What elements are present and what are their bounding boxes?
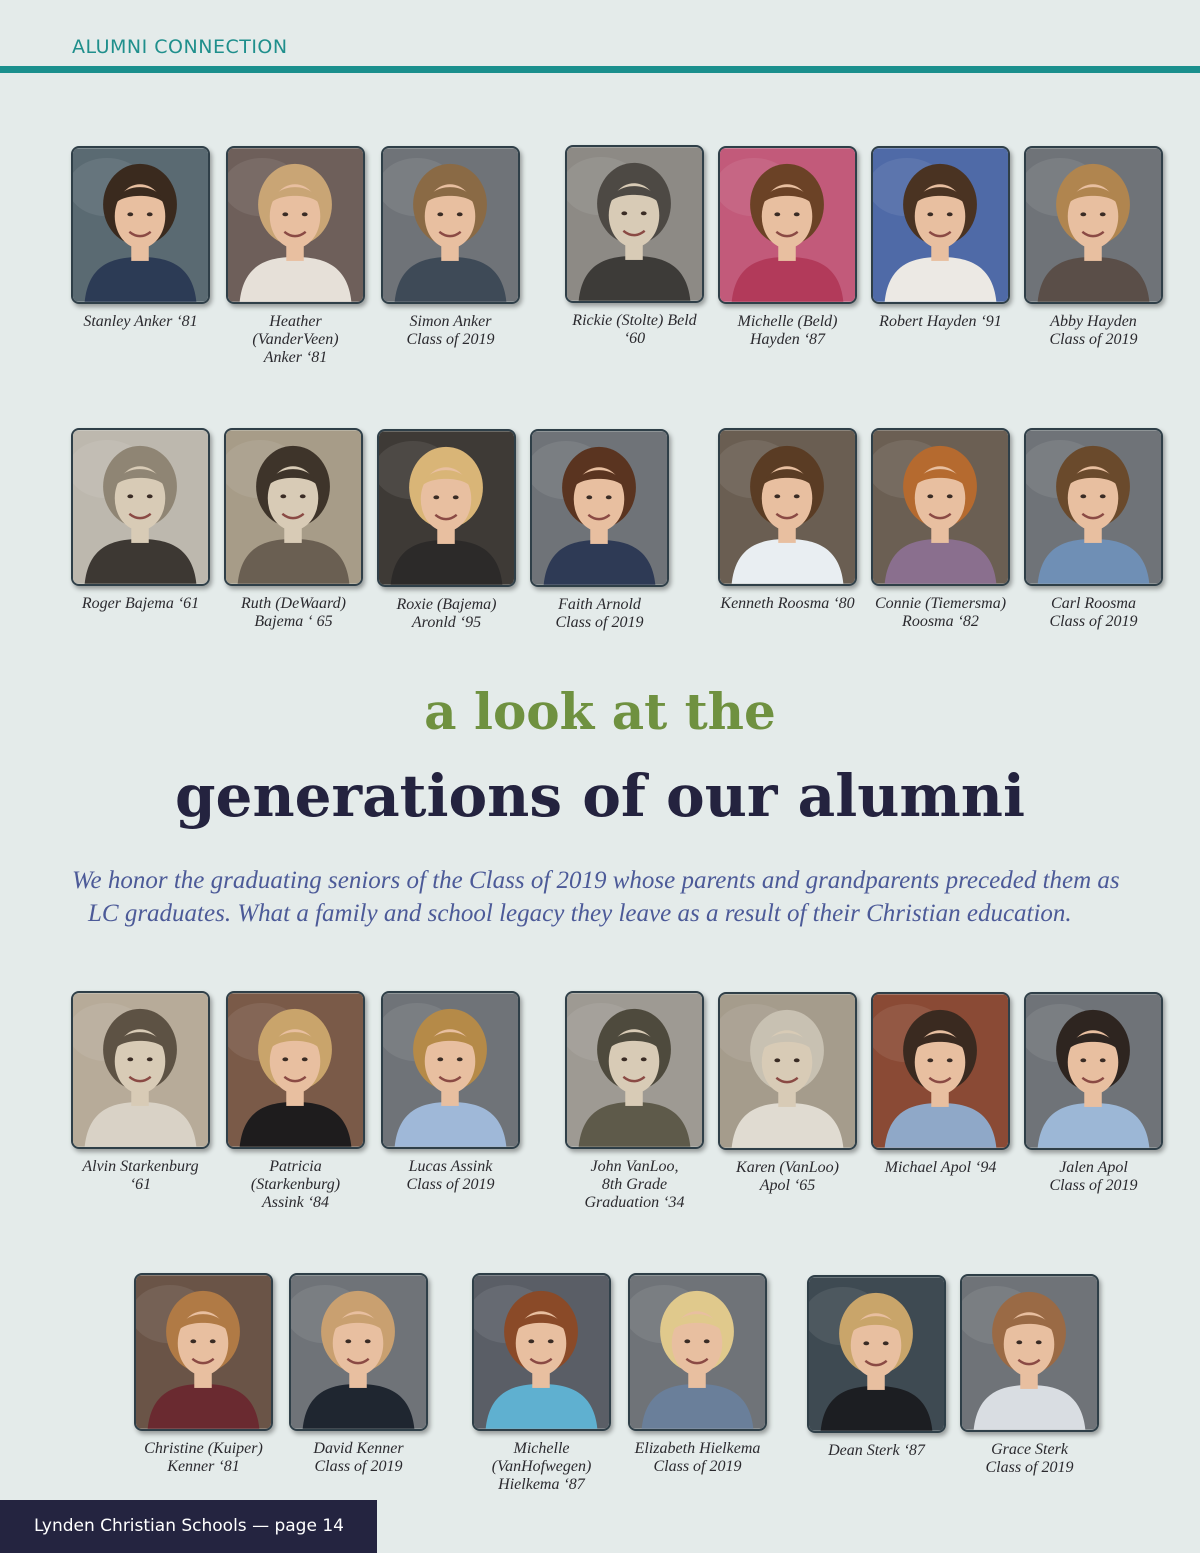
portrait-photo	[565, 991, 704, 1149]
portrait-caption: Simon Anker Class of 2019	[406, 313, 495, 348]
portrait-caption: Heather (VanderVeen) Anker ‘81	[252, 313, 339, 366]
portrait-caption: Connie (Tiemersma) Roosma ‘82	[874, 595, 1007, 630]
portrait-photo	[134, 1273, 273, 1431]
portrait-photo	[381, 146, 520, 304]
portrait-photo	[871, 146, 1010, 304]
portrait-photo	[718, 146, 857, 304]
portrait-figure	[73, 148, 208, 302]
portrait-caption: David Kenner Class of 2019	[313, 1440, 404, 1475]
portrait-photo	[71, 428, 210, 586]
portrait-figure	[383, 993, 518, 1147]
portrait-caption: Stanley Anker ‘81	[83, 313, 198, 330]
portrait-caption: Carl Roosma Class of 2019	[1049, 595, 1138, 630]
portrait-caption: Michael Apol ‘94	[884, 1159, 997, 1176]
portrait-figure	[720, 430, 855, 584]
portrait-figure	[532, 431, 667, 585]
portrait-photo	[871, 428, 1010, 586]
portrait-photo	[1024, 146, 1163, 304]
portrait-photo	[628, 1273, 767, 1431]
portrait-figure	[1026, 430, 1161, 584]
section-label: ALUMNI CONNECTION	[72, 36, 288, 58]
portrait-figure	[720, 994, 855, 1148]
portrait-caption: Jalen Apol Class of 2019	[1049, 1159, 1138, 1194]
portrait-photo	[1024, 428, 1163, 586]
portrait-caption: Karen (VanLoo) Apol ‘65	[736, 1159, 839, 1194]
portrait-caption: Michelle (Beld) Hayden ‘87	[737, 313, 838, 348]
portrait-photo	[807, 1275, 946, 1433]
portrait-figure	[226, 430, 361, 584]
headline-title: generations of our alumni	[175, 762, 1025, 830]
portrait-caption: Robert Hayden ‘91	[879, 313, 1002, 330]
portrait-figure	[630, 1275, 765, 1429]
portrait-figure	[873, 994, 1008, 1148]
portrait-figure	[73, 430, 208, 584]
portrait-figure	[228, 993, 363, 1147]
portrait-figure	[383, 148, 518, 302]
portrait-caption: Faith Arnold Class of 2019	[555, 596, 644, 631]
portrait-photo	[377, 429, 516, 587]
portrait-photo	[960, 1274, 1099, 1432]
portrait-figure	[73, 993, 208, 1147]
portrait-caption: Roger Bajema ‘61	[81, 595, 200, 612]
portrait-caption: Alvin Starkenburg ‘61	[82, 1158, 199, 1193]
portrait-photo	[226, 146, 365, 304]
portrait-photo	[1024, 992, 1163, 1150]
header-rule	[0, 66, 1200, 73]
portrait-figure	[962, 1276, 1097, 1430]
portrait-figure	[228, 148, 363, 302]
portrait-photo	[71, 146, 210, 304]
intro-line-2: LC graduates. What a family and school legacy they leave as a result of their Christian education.	[88, 900, 1072, 927]
portrait-figure	[720, 148, 855, 302]
portrait-caption: Roxie (Bajema) Aronld ‘95	[396, 596, 497, 631]
portrait-caption: Patricia (Starkenburg) Assink ‘84	[250, 1158, 341, 1211]
portrait-caption: Rickie (Stolte) Beld ‘60	[572, 312, 697, 347]
portrait-caption: Grace Sterk Class of 2019	[985, 1441, 1074, 1476]
portrait-photo	[718, 992, 857, 1150]
portrait-photo	[472, 1273, 611, 1431]
portrait-photo	[289, 1273, 428, 1431]
portrait-photo	[871, 992, 1010, 1150]
portrait-figure	[809, 1277, 944, 1431]
portrait-figure	[1026, 994, 1161, 1148]
portrait-figure	[474, 1275, 609, 1429]
portrait-caption: Abby Hayden Class of 2019	[1049, 313, 1138, 348]
portrait-photo	[71, 991, 210, 1149]
portrait-figure	[567, 147, 702, 301]
portrait-figure	[136, 1275, 271, 1429]
intro-paragraph	[72, 864, 1162, 930]
portrait-photo	[565, 145, 704, 303]
portrait-caption: Lucas Assink Class of 2019	[406, 1158, 495, 1193]
portrait-figure	[291, 1275, 426, 1429]
portrait-figure	[873, 430, 1008, 584]
portrait-figure	[1026, 148, 1161, 302]
portrait-photo	[718, 428, 857, 586]
portrait-caption: Dean Sterk ‘87	[828, 1442, 925, 1459]
headline-kicker: a look at the	[424, 682, 776, 741]
portrait-figure	[873, 148, 1008, 302]
portrait-caption: Kenneth Roosma ‘80	[720, 595, 855, 612]
portrait-caption: Ruth (DeWaard) Bajema ‘ 65	[240, 595, 347, 630]
portrait-photo	[530, 429, 669, 587]
portrait-figure	[379, 431, 514, 585]
portrait-caption: John VanLoo, 8th Grade Graduation ‘34	[584, 1158, 685, 1211]
footer-text: Lynden Christian Schools — page 14	[34, 1516, 344, 1536]
portrait-caption: Christine (Kuiper) Kenner ‘81	[144, 1440, 263, 1475]
portrait-photo	[381, 991, 520, 1149]
intro-line-1: We honor the graduating seniors of the Class of 2019 whose parents and grandparents preceded them as	[72, 867, 1120, 894]
portrait-caption: Elizabeth Hielkema Class of 2019	[634, 1440, 761, 1475]
portrait-figure	[567, 993, 702, 1147]
portrait-caption: Michelle (VanHofwegen) Hielkema ‘87	[491, 1440, 592, 1493]
portrait-photo	[226, 991, 365, 1149]
portrait-photo	[224, 428, 363, 586]
footer-bar	[0, 1500, 377, 1553]
